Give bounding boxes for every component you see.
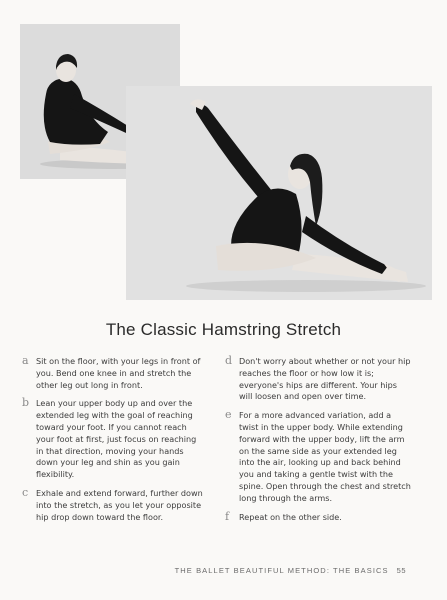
- running-head: THE BALLET BEAUTIFUL METHOD: THE BASICS: [174, 566, 389, 575]
- step-text: Repeat on the other side.: [239, 511, 342, 522]
- photo-twist-variation: [126, 86, 432, 300]
- step-text: For a more advanced variation, add a twist in the upper body. While extending forward with the upper body, lift the arm on the same side as your extended leg into the air, looking up and back behind you and taking a gentle twist with the spine. Open through the chest and stretch long through the arms.: [239, 410, 411, 503]
- page-footer: [0, 566, 406, 575]
- step-a: [22, 356, 206, 391]
- step-b: [22, 398, 206, 481]
- step-text: Sit on the floor, with your legs in front of you. Bend one knee in and stretch the other leg out long in front.: [36, 356, 201, 390]
- step-e: [225, 410, 411, 504]
- page-number: 55: [396, 566, 406, 575]
- step-text: Exhale and extend forward, further down into the stretch, as you let your opposite hip drop down toward the floor.: [36, 487, 203, 522]
- step-letter: a: [22, 354, 29, 367]
- instructions-right-column: [225, 356, 411, 530]
- page-title: The Classic Hamstring Stretch: [105, 320, 342, 339]
- step-letter: c: [22, 485, 29, 499]
- instructions-left-column: [22, 356, 206, 530]
- step-f: [225, 509, 411, 524]
- step-letter: d: [225, 354, 233, 367]
- step-c: [22, 485, 206, 523]
- step-letter: b: [22, 396, 30, 410]
- step-text: Don't worry about whether or not your hip reaches the floor or how low it is; everyone's hips are different. Your hips will loosen and open over time.: [239, 356, 411, 402]
- step-d: [225, 356, 411, 403]
- dancer-twist-figure: [126, 86, 432, 300]
- step-text: Lean your upper body up and over the extended leg with the goal of reaching toward your foot. If you cannot reach your foot at first, just focus on reaching in that direction, moving your hands down your leg and shin as you gain flexibility.: [36, 398, 197, 480]
- step-letter: f: [225, 509, 230, 523]
- step-letter: e: [225, 408, 232, 422]
